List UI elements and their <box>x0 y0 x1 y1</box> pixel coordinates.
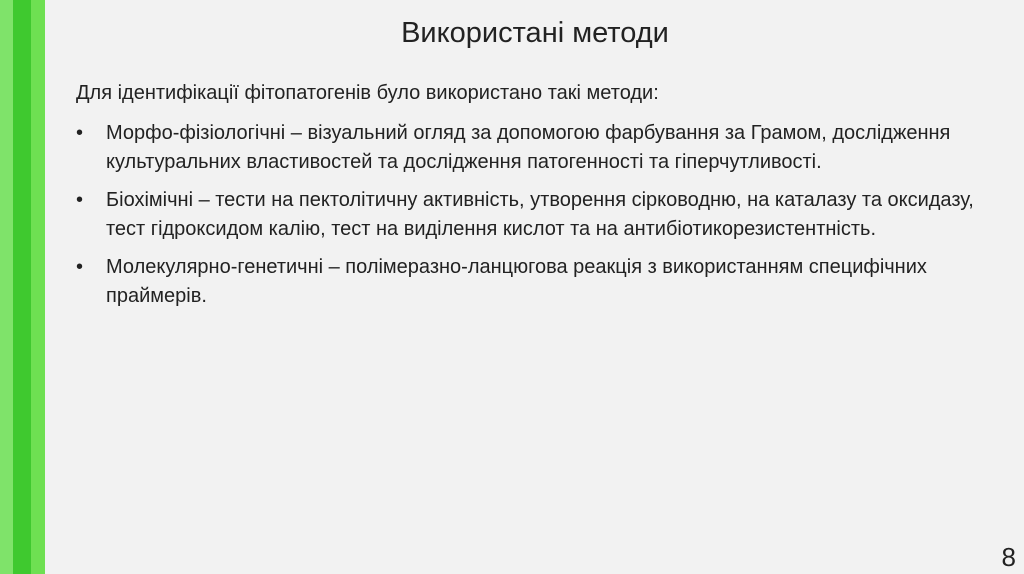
list-item <box>76 253 976 310</box>
bullet-icon: • <box>76 189 84 211</box>
list-item-text: Морфо-фізіологічні – візуальний огляд за допомогою фарбування за Грамом, дослідження культуральних властивостей та дослідження патогенності та гіперчутливості. <box>106 122 951 173</box>
bullet-icon: • <box>76 256 84 278</box>
slide-title: Використані методи <box>401 17 669 49</box>
list-item-text: Молекулярно-генетичні – полімеразно-ланцюгова реакція з використанням специфічних праймерів. <box>106 256 927 307</box>
methods-list <box>76 119 976 320</box>
list-item <box>76 186 976 243</box>
list-item <box>76 119 976 176</box>
intro-text: Для ідентифікації фітопатогенів було використано такі методи: <box>76 82 659 104</box>
accent-bar-right <box>31 0 45 574</box>
page-number: 8 <box>1001 542 1016 572</box>
accent-bar-middle <box>13 0 31 574</box>
accent-bar-left <box>0 0 13 574</box>
bullet-icon: • <box>76 122 84 144</box>
list-item-text: Біохімічні – тести на пектолітичну активність, утворення сірководню, на каталазу та оксидазу, тест гідроксидом калію, тест на виділення кислот та на антибіотикорезистентність. <box>106 189 974 240</box>
